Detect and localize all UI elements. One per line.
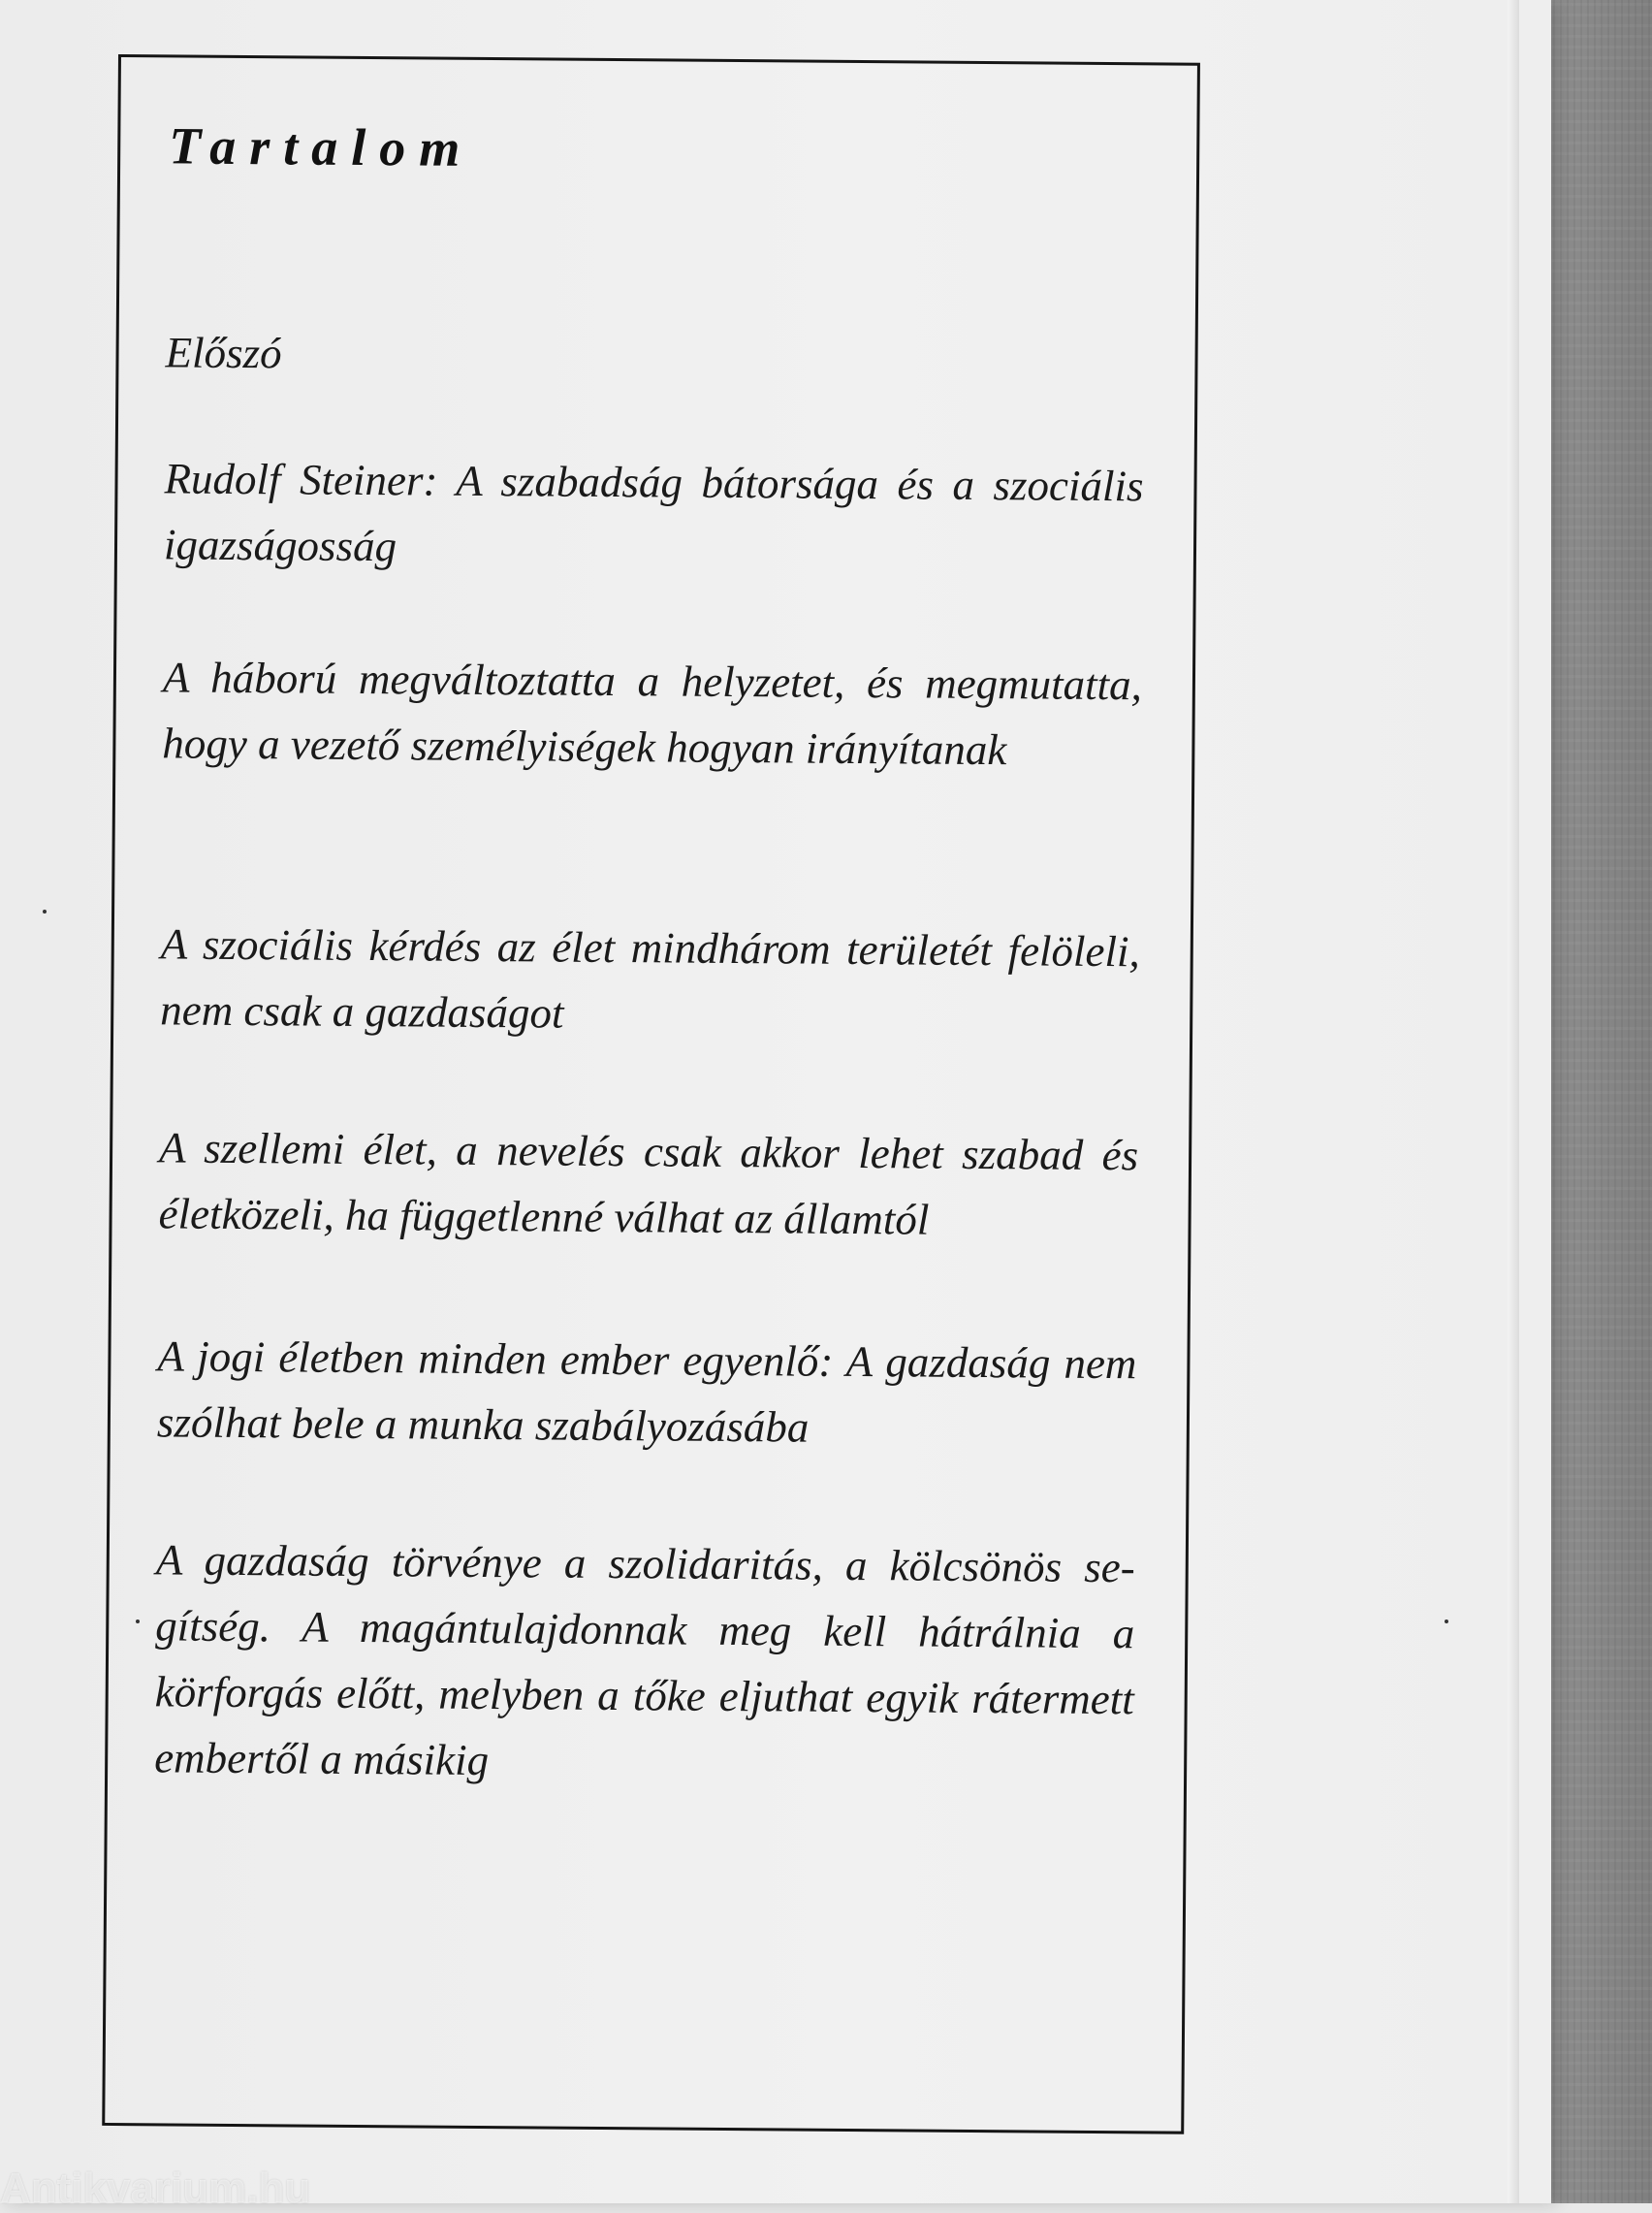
toc-entry: A szellemi élet, a nevelés csak akkor lehet szabad és életközeli, ha függetlenné válhat az államtól <box>158 1123 1139 1244</box>
page-edge <box>1508 0 1519 2203</box>
toc-heading: Tartalom <box>169 116 474 177</box>
paper-speck <box>43 910 47 914</box>
table-of-contents-frame <box>102 54 1200 2134</box>
paper-speck <box>1445 1620 1448 1623</box>
toc-entry: A gazdaság törvénye a szolidaritás, a kölcsönös segítség. A magántulajdonnak meg kell hátrálnia a körforgás előtt, melyben a tőke eljuthat egyik rátermett embertől a másikig <box>154 1535 1135 1785</box>
toc-entry: A háború megváltoztatta a helyzetet, és megmutatta, hogy a vezető személyiségek hogyan irányítanak <box>162 653 1143 775</box>
toc-entry: A szociális kérdés az élet mindhárom területét felöleli, nem csak a gazdaságot <box>160 919 1140 1038</box>
toc-entry: Előszó <box>165 328 282 378</box>
toc-entry: Rudolf Steiner: A szabadság bátorsága és a szociális igazságosság <box>163 454 1144 571</box>
watermark: Antikvarium.hu <box>0 2165 311 2212</box>
toc-entry: A jogi életben minden ember egyenlő: A gazdaság nem szólhat bele a munka szabályozásába <box>156 1331 1137 1452</box>
